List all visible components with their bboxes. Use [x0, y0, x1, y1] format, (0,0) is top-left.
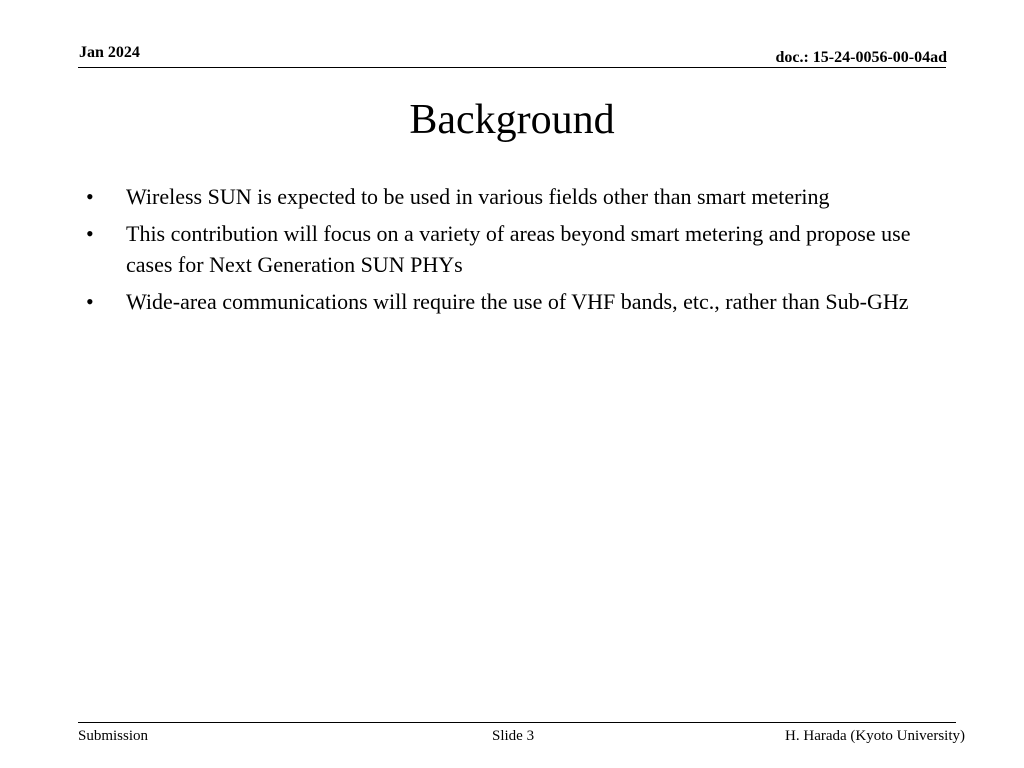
- bullet-icon: •: [86, 221, 94, 246]
- bullet-icon: •: [86, 184, 94, 209]
- footer-submission: Submission: [78, 728, 149, 744]
- bullet-text: Wide-area communications will require the use of VHF bands, etc., rather than Sub-GHz: [126, 289, 909, 314]
- bullet-item: [78, 286, 948, 317]
- bullet-item: [78, 181, 948, 212]
- footer-author: H. Harada (Kyoto University): [785, 728, 965, 744]
- bullet-text: Wireless SUN is expected to be used in various fields other than smart metering: [126, 184, 830, 209]
- bullet-text: This contribution will focus on a variety of areas beyond smart metering and propose use cases for Next Generation SUN PHYs: [126, 221, 911, 277]
- slide-title: Background: [409, 97, 615, 143]
- header-date: Jan 2024: [79, 44, 140, 61]
- footer-divider: [78, 722, 956, 723]
- header-divider: [78, 67, 946, 68]
- header-doc-id: doc.: 15-24-0056-00-04ad: [775, 49, 947, 66]
- slide-number: Slide 3: [492, 728, 535, 744]
- bullet-item: [78, 218, 948, 280]
- bullet-icon: •: [86, 289, 94, 314]
- bullet-list: [78, 181, 948, 323]
